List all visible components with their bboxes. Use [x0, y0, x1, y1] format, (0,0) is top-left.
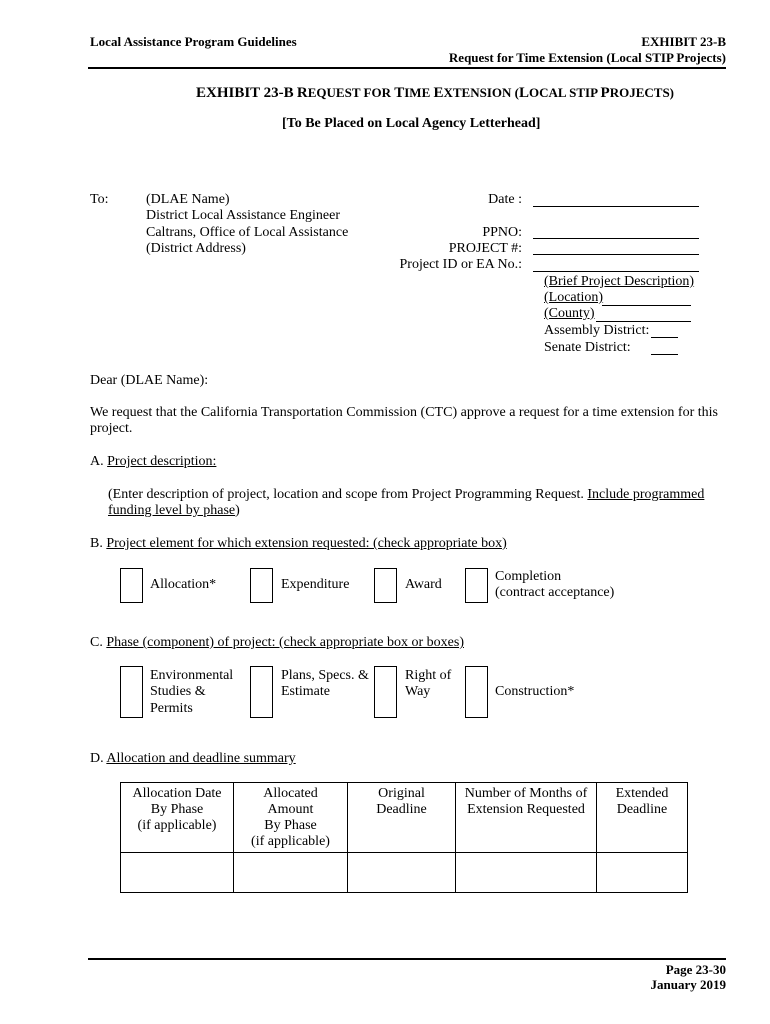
completion-checkbox[interactable] — [465, 568, 488, 603]
award-checkbox[interactable] — [374, 568, 397, 603]
environmental-label: Studies & — [150, 684, 206, 699]
plans-checkbox[interactable] — [250, 666, 273, 718]
address-line: Caltrans, Office of Local Assistance — [146, 225, 349, 240]
table-cell[interactable] — [597, 853, 688, 893]
table-cell[interactable] — [348, 853, 456, 893]
section-a-text: (Enter description of project, location and scope from Project Programming Request. Include programmed — [108, 487, 705, 502]
ppno-label: PPNO: — [482, 225, 522, 240]
section-b-heading: B. Project element for which extension requested: (check appropriate box) — [90, 536, 507, 551]
section-d-heading: D. Allocation and deadline summary — [90, 751, 296, 766]
column-header: Allocated Amount By Phase (if applicable) — [234, 783, 348, 853]
address-line: (District Address) — [146, 241, 246, 256]
header-subtitle: Request for Time Extension (Local STIP Projects) — [448, 50, 726, 65]
environmental-label: Environmental — [150, 668, 234, 683]
salutation: Dear (DLAE Name): — [90, 373, 209, 388]
assembly-district-field[interactable] — [651, 337, 678, 338]
right-of-way-label: Right of — [405, 668, 452, 683]
table-header-row — [121, 783, 688, 853]
table-cell[interactable] — [456, 853, 597, 893]
senate-district-field[interactable] — [651, 354, 678, 355]
section-a-heading: A. Project description: — [90, 454, 217, 469]
project-number-field[interactable] — [533, 254, 699, 255]
footer-date: January 2019 — [650, 977, 726, 992]
right-of-way-label: Way — [405, 684, 431, 699]
header-exhibit: EXHIBIT 23-B — [641, 34, 726, 49]
plans-label: Estimate — [281, 684, 330, 699]
county: (County) — [544, 306, 595, 321]
column-header: Extended Deadline — [597, 783, 688, 853]
environmental-label: Permits — [150, 701, 193, 716]
allocation-summary-table — [120, 782, 688, 893]
senate-district-label: Senate District: — [544, 340, 631, 355]
assembly-district-label: Assembly District: — [544, 323, 650, 338]
date-label: Date : — [488, 192, 522, 207]
table-cell[interactable] — [121, 853, 234, 893]
project-number-label: PROJECT #: — [448, 241, 522, 256]
header-left: Local Assistance Program Guidelines — [90, 34, 297, 49]
table-row — [121, 853, 688, 893]
address-line: (DLAE Name) — [146, 192, 230, 207]
ppno-field[interactable] — [533, 238, 699, 239]
location: (Location) — [544, 290, 604, 305]
construction-label: Construction* — [495, 684, 575, 699]
plans-label: Plans, Specs. & — [281, 668, 369, 683]
table-cell[interactable] — [234, 853, 348, 893]
completion-sublabel: (contract acceptance) — [495, 585, 615, 600]
footer-rule — [88, 958, 726, 960]
location-field[interactable] — [602, 305, 691, 306]
project-id-field[interactable] — [533, 271, 699, 272]
expenditure-label: Expenditure — [281, 577, 350, 592]
section-c-heading: C. Phase (component) of project: (check appropriate box or boxes) — [90, 635, 464, 650]
environmental-checkbox[interactable] — [120, 666, 143, 718]
brief-description: (Brief Project Description) — [544, 274, 695, 289]
right-of-way-checkbox[interactable] — [374, 666, 397, 718]
allocation-checkbox[interactable] — [120, 568, 143, 603]
county-field[interactable] — [596, 321, 691, 322]
address-line: District Local Assistance Engineer — [146, 208, 340, 223]
intro-text: project. — [90, 421, 133, 436]
column-header: Number of Months of Extension Requested — [456, 783, 597, 853]
intro-text: We request that the California Transportation Commission (CTC) approve a request for a time extension for this — [90, 405, 718, 420]
column-header: Allocation Date By Phase (if applicable) — [121, 783, 234, 853]
allocation-label: Allocation* — [150, 577, 217, 592]
date-field[interactable] — [533, 206, 699, 207]
to-label: To: — [90, 192, 109, 207]
page-title: EXHIBIT 23-B REQUEST FOR TIME EXTENSION (LOCAL STIP PROJECTS) — [196, 85, 675, 101]
construction-checkbox[interactable] — [465, 666, 488, 718]
section-a-text: funding level by phase) — [108, 503, 240, 518]
header-rule — [88, 67, 726, 69]
award-label: Award — [405, 577, 442, 592]
letterhead-note: [To Be Placed on Local Agency Letterhead] — [282, 116, 541, 131]
page-number: Page 23-30 — [665, 962, 726, 977]
completion-label: Completion — [495, 569, 562, 584]
project-id-label: Project ID or EA No.: — [399, 257, 522, 272]
expenditure-checkbox[interactable] — [250, 568, 273, 603]
column-header: Original Deadline — [348, 783, 456, 853]
